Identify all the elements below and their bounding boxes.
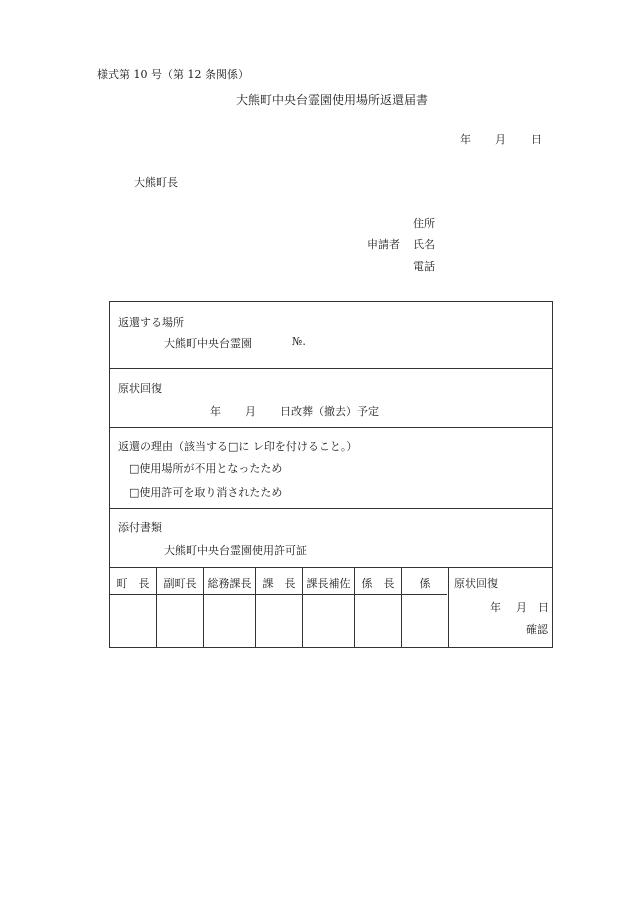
approval-confirm-label: 確認 (526, 623, 548, 636)
applicant-label: 申請者 (367, 238, 400, 251)
phone-label: 電話 (413, 260, 435, 273)
restoration-scheduled-text: 日改葬（撤去）予定 (280, 405, 379, 418)
address-label: 住所 (413, 217, 435, 230)
approval-col-staff: 係 (419, 577, 431, 590)
reason-option-unneeded[interactable]: □使用場所が不用となったため (129, 462, 283, 475)
divider (110, 567, 552, 568)
approval-year-label: 年 (490, 601, 501, 614)
return-form-table (109, 301, 553, 648)
date-year-label: 年 (460, 133, 471, 146)
approval-month-label: 月 (516, 601, 527, 614)
plot-number-label: №. (292, 335, 306, 348)
approval-restoration-label: 原状回復 (454, 577, 498, 590)
attachments-label: 添付書類 (118, 521, 162, 534)
restoration-year-label: 年 (210, 405, 221, 418)
approval-day-label: 日 (538, 601, 549, 614)
reason-label: 返還の理由（該当する□に レ印を付けること。） (118, 440, 358, 453)
date-day-label: 日 (531, 133, 542, 146)
approval-col-deputy-mayor: 副町長 (163, 577, 197, 590)
approval-col-general-affairs-chief: 総務課長 (207, 577, 252, 590)
return-place-cemetery: 大熊町中央台霊園 (164, 337, 252, 350)
divider (110, 508, 552, 509)
approval-col-subsection-chief: 係 長 (361, 577, 395, 590)
form-number: 様式第 10 号（第 12 条関係） (97, 68, 249, 81)
page-title: 大熊町中央台霊園使用場所返還届書 (236, 93, 429, 107)
return-place-label: 返還する場所 (118, 316, 184, 329)
divider (110, 427, 552, 428)
restoration-label: 原状回復 (118, 382, 162, 395)
name-label: 氏名 (413, 238, 435, 251)
column-divider (448, 567, 449, 647)
approval-col-assistant-chief: 課長補佐 (306, 577, 351, 590)
divider (110, 594, 447, 595)
approval-col-section-chief: 課 長 (262, 577, 296, 590)
approval-col-mayor: 町 長 (116, 577, 150, 590)
reason-option-revoked[interactable]: □使用許可を取り消されたため (129, 486, 283, 499)
date-month-label: 月 (495, 133, 506, 146)
restoration-month-label: 月 (245, 405, 256, 418)
addressee: 大熊町長 (134, 176, 178, 189)
attachment-document: 大熊町中央台霊園使用許可証 (164, 544, 307, 557)
divider (110, 368, 552, 369)
